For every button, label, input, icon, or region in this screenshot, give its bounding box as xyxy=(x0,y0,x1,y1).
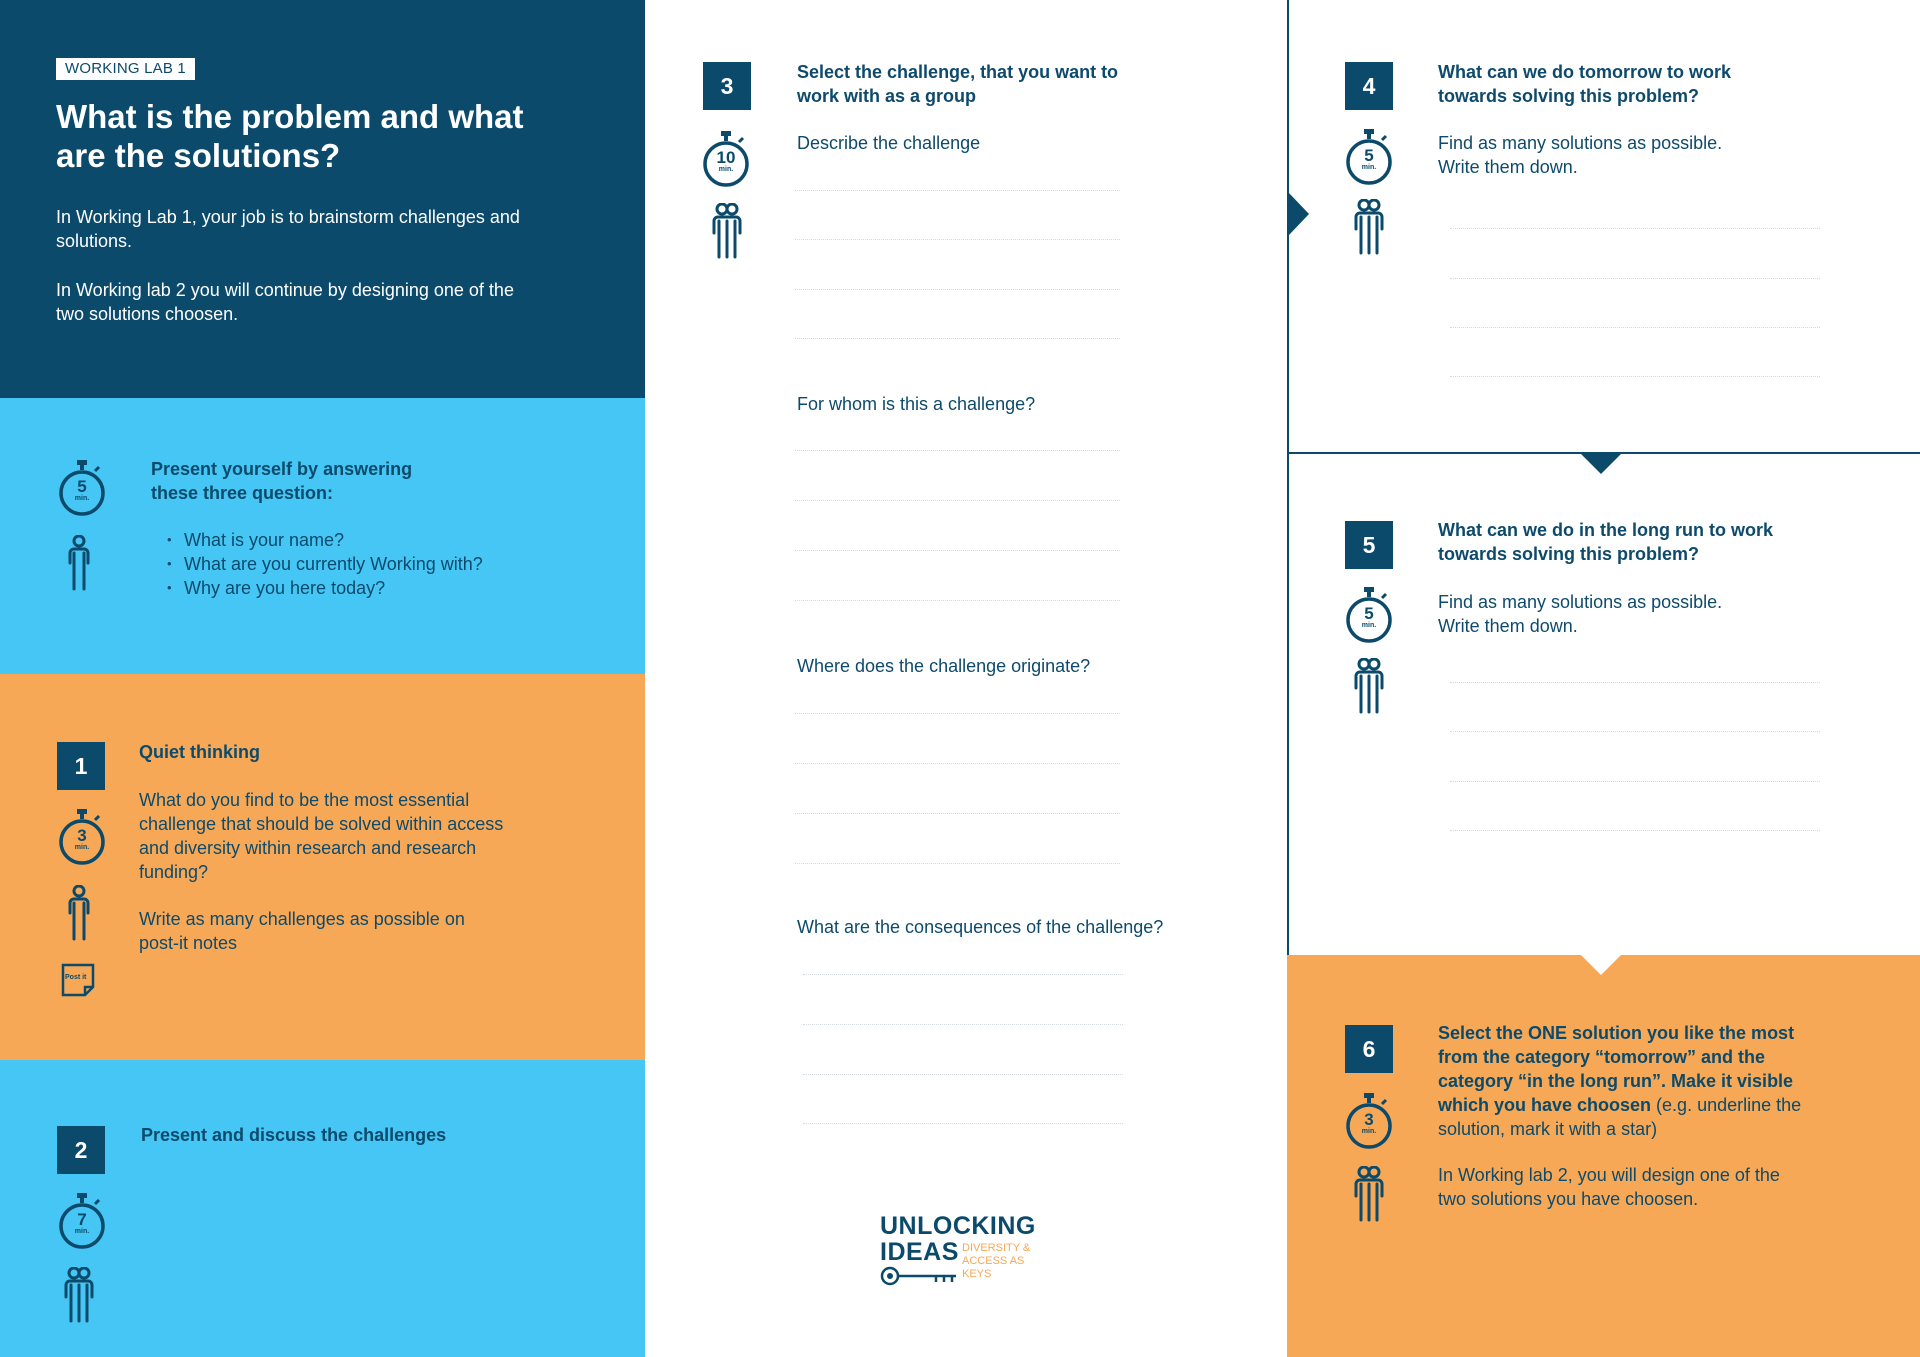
timer-unit: min. xyxy=(74,1228,90,1235)
step-title: Present and discuss the challenges xyxy=(141,1125,447,1145)
writing-line[interactable] xyxy=(1450,830,1820,831)
writing-line[interactable] xyxy=(1450,731,1820,732)
presentation-title: Present yourself by answering these three question: xyxy=(151,459,413,503)
writing-line[interactable] xyxy=(1450,781,1820,782)
step-title-note: (e.g. underline the solution, mark it with a star) xyxy=(1438,1095,1802,1139)
timer-value: 5 xyxy=(77,477,87,496)
writing-line[interactable] xyxy=(795,550,1120,551)
timer-icon xyxy=(1344,1092,1394,1150)
writing-line[interactable] xyxy=(803,974,1123,975)
flow-arrow xyxy=(1289,193,1309,235)
intro-paragraph-2: In Working lab 2 you will continue by designing one of the two solutions choosen. xyxy=(56,280,514,324)
key-icon xyxy=(880,1266,960,1286)
flow-arrow xyxy=(1581,955,1621,975)
single-person-icon xyxy=(66,535,92,591)
intro-panel xyxy=(0,0,645,398)
step-text: Find as many solutions as possible. Write them down. xyxy=(1438,133,1723,177)
page-title: What is the problem and what are the solutions? xyxy=(56,98,524,174)
group-people-icon xyxy=(62,1267,96,1323)
prompt-origin: Where does the challenge originate? xyxy=(797,656,1091,676)
list-item: • Why are you here today? xyxy=(167,576,567,600)
step-number: 4 xyxy=(1345,62,1393,110)
writing-line[interactable] xyxy=(795,763,1120,764)
prompt-consequences: What are the consequences of the challenge? xyxy=(797,917,1164,937)
post-it-icon xyxy=(61,963,95,997)
unlocking-ideas-logo xyxy=(880,1213,1060,1293)
step-title: Quiet thinking xyxy=(139,742,260,762)
list-item: • What are you currently Working with? xyxy=(167,552,567,576)
writing-line[interactable] xyxy=(795,500,1120,501)
timer-value: 10 xyxy=(716,148,736,167)
step-number: 6 xyxy=(1345,1025,1393,1073)
step-text: Write as many challenges as possible on post-it notes xyxy=(139,909,465,953)
step-title: What can we do in the long run to work towards solving this problem? xyxy=(1438,520,1773,564)
step-title: Select the ONE solution you like the most from the category “tomorrow” and the category “in the long run”. Make it visible which you have choosen xyxy=(1438,1023,1795,1115)
timer-value: 5 xyxy=(1364,604,1374,623)
group-people-icon xyxy=(1352,1166,1386,1222)
logo-tagline-1: DIVERSITY & xyxy=(962,1242,1031,1254)
presentation-questions xyxy=(167,528,567,600)
prompt-for-whom: For whom is this a challenge? xyxy=(797,394,1036,414)
logo-tagline-3: KEYS xyxy=(962,1268,992,1280)
group-people-icon xyxy=(1352,199,1386,255)
step-number: 5 xyxy=(1345,521,1393,569)
logo-line2: IDEAS xyxy=(880,1238,959,1266)
prompt-describe: Describe the challenge xyxy=(797,133,981,153)
step-3-panel xyxy=(645,0,1287,1357)
writing-line[interactable] xyxy=(795,863,1120,864)
list-item: • What is your name? xyxy=(167,528,567,552)
step-number: 3 xyxy=(703,62,751,110)
writing-line[interactable] xyxy=(795,813,1120,814)
timer-icon xyxy=(57,1192,107,1250)
writing-line[interactable] xyxy=(795,450,1120,451)
writing-line[interactable] xyxy=(795,338,1120,339)
timer-icon xyxy=(1344,586,1394,644)
step-6-instructions xyxy=(1438,1021,1808,1141)
step-text: In Working lab 2, you will design one of the two solutions you have choosen. xyxy=(1438,1165,1780,1209)
timer-unit: min. xyxy=(718,166,734,173)
writing-line[interactable] xyxy=(803,1074,1123,1075)
writing-line[interactable] xyxy=(803,1123,1123,1124)
timer-value: 3 xyxy=(1364,1110,1374,1129)
step-number: 1 xyxy=(57,742,105,790)
writing-line[interactable] xyxy=(795,713,1120,714)
timer-value: 3 xyxy=(77,826,87,845)
timer-icon xyxy=(57,459,107,517)
writing-line[interactable] xyxy=(1450,228,1820,229)
timer-unit: min. xyxy=(74,844,90,851)
logo-tagline-2: ACCESS AS xyxy=(962,1255,1025,1267)
timer-value: 5 xyxy=(1364,146,1374,165)
post-it-label: Post it xyxy=(65,974,87,981)
timer-unit: min. xyxy=(74,495,90,502)
step-number: 2 xyxy=(57,1126,105,1174)
writing-line[interactable] xyxy=(1450,376,1820,377)
step-text: Find as many solutions as possible. Write them down. xyxy=(1438,592,1723,636)
timer-icon xyxy=(701,130,751,188)
writing-line[interactable] xyxy=(803,1024,1123,1025)
step-title: Select the challenge, that you want to work with as a group xyxy=(797,62,1119,106)
timer-value: 7 xyxy=(77,1210,87,1229)
group-people-icon xyxy=(1352,658,1386,714)
step-title: What can we do tomorrow to work towards solving this problem? xyxy=(1438,62,1732,106)
writing-line[interactable] xyxy=(795,289,1120,290)
timer-unit: min. xyxy=(1361,164,1377,171)
timer-unit: min. xyxy=(1361,1128,1377,1135)
single-person-icon xyxy=(66,885,92,941)
group-people-icon xyxy=(710,203,744,259)
step-1-panel xyxy=(0,674,645,1060)
logo-line1: UNLOCKING xyxy=(880,1212,1036,1240)
timer-icon xyxy=(1344,128,1394,186)
step-2-panel xyxy=(0,1060,645,1357)
writing-line[interactable] xyxy=(795,239,1120,240)
intro-paragraph-1: In Working Lab 1, your job is to brainstorm challenges and solutions. xyxy=(56,207,520,251)
timer-icon xyxy=(57,808,107,866)
step-6-panel xyxy=(1287,955,1920,1357)
step-text: What do you find to be the most essential challenge that should be solved within access and diversity within research and research funding? xyxy=(139,790,504,882)
writing-line[interactable] xyxy=(1450,327,1820,328)
flow-arrow xyxy=(1581,454,1621,474)
lab-badge: WORKING LAB 1 xyxy=(56,58,195,80)
writing-line[interactable] xyxy=(795,190,1120,191)
presentation-panel xyxy=(0,398,645,674)
writing-line[interactable] xyxy=(1450,278,1820,279)
writing-line[interactable] xyxy=(795,600,1120,601)
writing-line[interactable] xyxy=(1450,682,1820,683)
timer-unit: min. xyxy=(1361,622,1377,629)
